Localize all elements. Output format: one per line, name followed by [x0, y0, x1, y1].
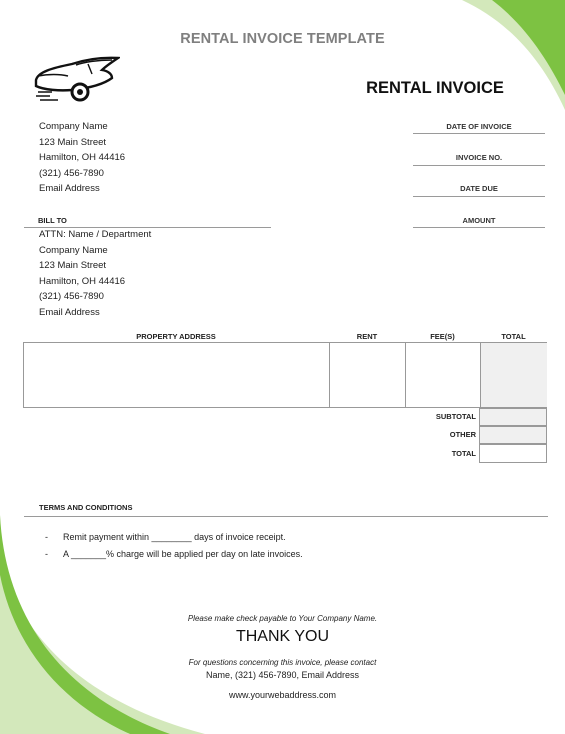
col-divider: [480, 343, 481, 407]
terms-item: [45, 549, 303, 559]
bill-to-email: Email Address: [39, 306, 100, 318]
company-street: 123 Main Street: [39, 136, 107, 148]
company-info: [39, 119, 125, 197]
company-city: Hamilton, OH 44416: [39, 152, 126, 163]
thank-you-text: THANK YOU: [235, 628, 330, 645]
fees-cell[interactable]: [406, 343, 480, 407]
payable-note: Please make check payable to Your Company Name.: [187, 614, 378, 623]
header-fees: FEE(S): [430, 332, 455, 341]
subtotal-value-cell[interactable]: [479, 408, 547, 426]
questions-note: For questions concerning this invoice, please contact: [188, 658, 377, 667]
amount-label: AMOUNT: [462, 216, 496, 225]
bill-to-label: BILL TO: [38, 216, 67, 225]
line-items-table: [23, 342, 547, 408]
invoice-no-field[interactable]: [413, 165, 545, 166]
bill-to-attn: ATTN: Name / Department: [39, 229, 152, 240]
header-total: TOTAL: [501, 332, 526, 341]
company-phone: (321) 456-7890: [39, 167, 104, 179]
total-label: TOTAL: [451, 449, 476, 458]
contact-line: Name, (321) 456-7890, Email Address: [205, 670, 360, 680]
bill-to-city: Hamilton, OH 44416: [39, 275, 126, 287]
invoice-heading: RENTAL INVOICE: [366, 79, 504, 97]
company-email: Email Address: [39, 183, 100, 194]
total-column-shade: [480, 343, 547, 407]
date-due-label: DATE DUE: [460, 184, 498, 193]
car-icon: [32, 54, 120, 108]
bullet: -: [45, 532, 48, 542]
bullet: -: [45, 549, 48, 559]
header-rent: RENT: [356, 332, 378, 341]
rent-cell[interactable]: [330, 343, 405, 407]
website-link[interactable]: www.yourwebaddress.com: [228, 690, 337, 700]
date-of-invoice-label: DATE OF INVOICE: [446, 122, 512, 131]
bill-to-name: Company Name: [39, 244, 108, 256]
terms-heading: TERMS AND CONDITIONS: [39, 503, 133, 512]
bill-to-street: 123 Main Street: [39, 260, 107, 271]
amount-field[interactable]: [413, 227, 545, 228]
date-due-field[interactable]: [413, 196, 545, 197]
terms-item-text: Remit payment within ________ days of invoice receipt.: [63, 532, 286, 542]
other-value-cell[interactable]: [479, 426, 547, 444]
subtotal-label: SUBTOTAL: [435, 412, 476, 421]
company-name: Company Name: [39, 121, 108, 132]
invoice-no-label: INVOICE NO.: [455, 153, 503, 162]
terms-item-text: A _______% charge will be applied per day on late invoices.: [63, 549, 303, 559]
terms-divider: [24, 516, 548, 517]
total-value-cell[interactable]: [479, 444, 547, 463]
other-label: OTHER: [449, 430, 476, 439]
bill-to-info: [39, 227, 151, 320]
property-address-cell[interactable]: [24, 343, 329, 407]
bill-to-phone: (321) 456-7890: [39, 291, 104, 302]
header-property-address: PROPERTY ADDRESS: [136, 332, 216, 341]
date-of-invoice-field[interactable]: [413, 133, 545, 134]
document-title: RENTAL INVOICE TEMPLATE: [180, 31, 385, 47]
terms-item: [45, 532, 286, 542]
